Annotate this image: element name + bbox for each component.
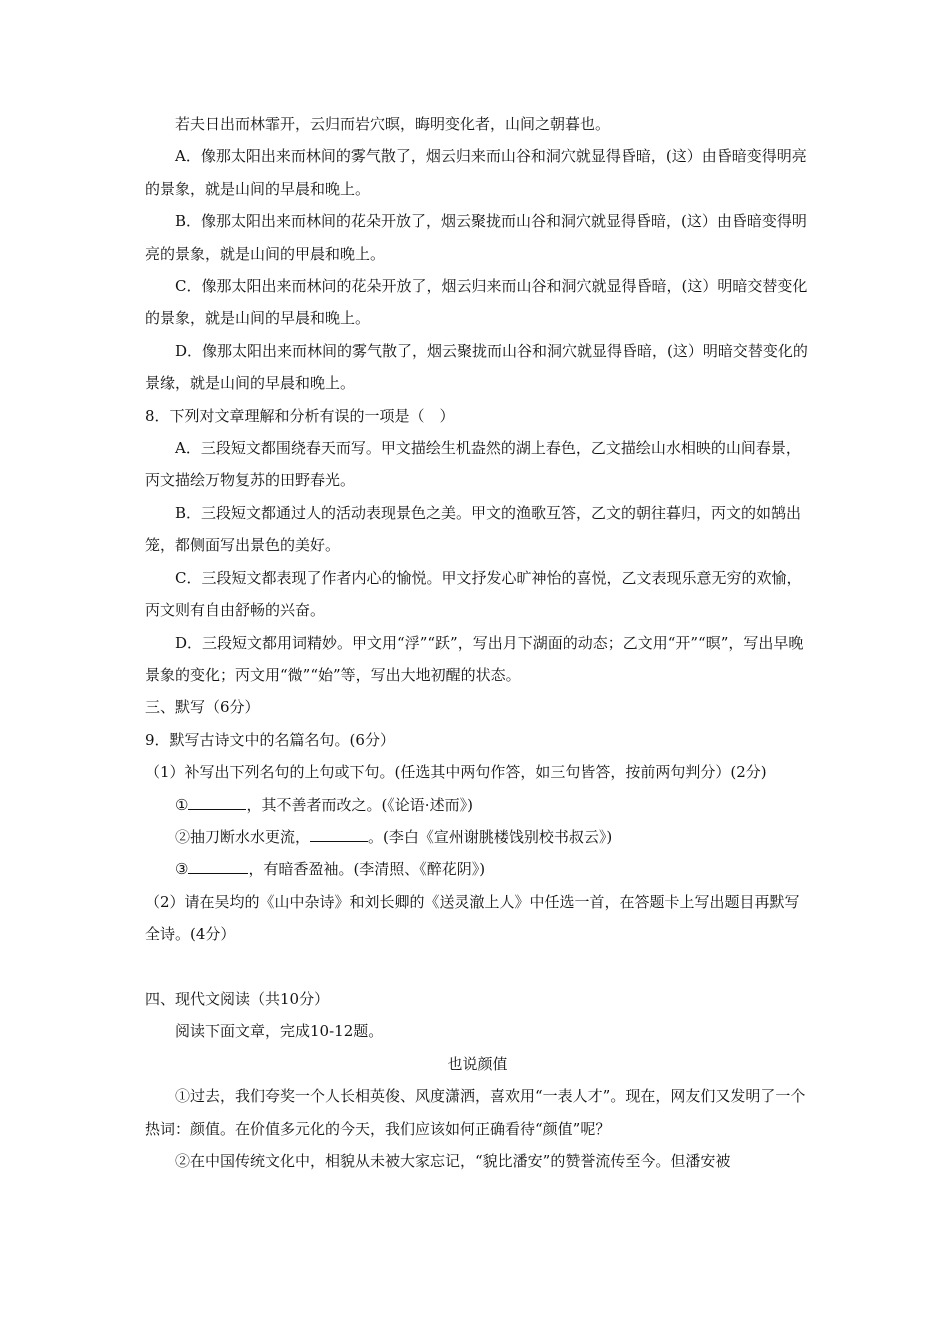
q8-option-b: B．三段短文都通过人的活动表现景色之美。甲文的渔歌互答，乙文的朝往暮归，丙文的如鹄出笼，都侧面写出景色的美好。 <box>145 503 802 555</box>
fill-item-after: ，有暗香盈袖。(李清照、《醉花阴》) <box>248 860 486 879</box>
spacer <box>145 951 810 983</box>
fill-item-1 <box>145 789 810 821</box>
q9-stem: 9．默写古诗文中的名篇名句。(6分） <box>145 730 395 749</box>
answer-blank <box>188 856 248 874</box>
section-3-heading: 三、默写（6分） <box>145 698 260 717</box>
document-page <box>145 108 810 1177</box>
q8-option-d: D．三段短文都用词精妙。甲文用“浮”“跃”，写出月下湖面的动态；乙文用“开”“暝”，写出早晚景象的变化；丙文用“微”“始”等，写出大地初醒的状态。 <box>145 633 804 684</box>
q7-option-c: C．像那太阳出来而林问的花朵开放了，烟云归来而山谷和洞穴就显得昏暗，(这）明暗交替变化的景象，就是山间的早晨和晚上。 <box>145 277 808 328</box>
reading-instruction: 阅读下面文章，完成10-12题。 <box>175 1022 384 1041</box>
article-title: 也说颜值 <box>447 1054 508 1073</box>
q9-part-1: （1）补写出下列名句的上句或下句。(任选其中两句作答，如三句皆答，按前两句判分）(2分) <box>145 763 767 782</box>
passage-line: 若夫日出而林霏开，云归而岩穴暝，晦明变化者，山间之朝暮也。 <box>175 115 611 133</box>
q7-option-d: D．像那太阳出来而林间的雾气散了，烟云聚拢而山谷和洞穴就显得昏暗，(这）明暗交替变化的景缘，就是山间的早晨和晚上。 <box>145 341 808 393</box>
article-paragraph-2: ②在中国传统文化中，相貌从未被大家忘记，“貌比潘安”的赞誉流传至今。但潘安被 <box>175 1151 731 1170</box>
fill-item-before: ③ <box>175 860 189 879</box>
fill-item-3 <box>145 853 810 885</box>
fill-item-2 <box>145 821 810 853</box>
q8-stem: 8．下列对文章理解和分析有误的一项是（ ） <box>145 406 455 425</box>
fill-item-before: ① <box>175 795 189 814</box>
q7-option-a: A．像那太阳出来而林间的雾气散了，烟云归来而山谷和洞穴就显得昏暗，(这）由昏暗变得明亮的景象，就是山间的早晨和晚上。 <box>145 147 807 198</box>
q9-part-2: （2）请在吴均的《山中杂诗》和刘长卿的《送灵澈上人》中任选一首，在答题卡上写出题目再默写全诗。(4分） <box>145 892 800 944</box>
answer-blank <box>310 824 368 842</box>
q7-option-b: B．像那太阳出来而林间的花朵开放了，烟云聚拢而山谷和洞穴就显得昏暗，(这）由昏暗变得明亮的景象，就是山间的甲晨和晚上。 <box>145 212 807 263</box>
fill-item-after: ，其不善者而改之。(《论语·述而》) <box>246 795 473 814</box>
answer-blank <box>188 792 246 810</box>
q8-option-c: C．三段短文都表现了作者内心的愉悦。甲文抒发心旷神怡的喜悦，乙文表现乐意无穷的欢愉，丙文则有自由舒畅的兴奋。 <box>145 568 802 620</box>
fill-item-before: ②抽刀断水水更流， <box>175 827 311 846</box>
section-4-heading: 四、现代文阅读（共10分） <box>145 989 330 1008</box>
fill-item-after: 。(李白《宣州谢朓楼饯别校书叔云》) <box>368 827 613 846</box>
article-paragraph-1: ①过去，我们夸奖一个人长相英俊、风度潇洒，喜欢用“一表人才”。现在，网友们又发明了一个热词：颜值。在价值多元化的今天，我们应该如何正确看待“颜值”呢？ <box>145 1087 806 1138</box>
q8-option-a: A．三段短文都围绕春天而写。甲文描绘生机盎然的湖上春色，乙文描绘山水相映的山间春景，丙文描绘万物复苏的田野春光。 <box>145 439 801 490</box>
